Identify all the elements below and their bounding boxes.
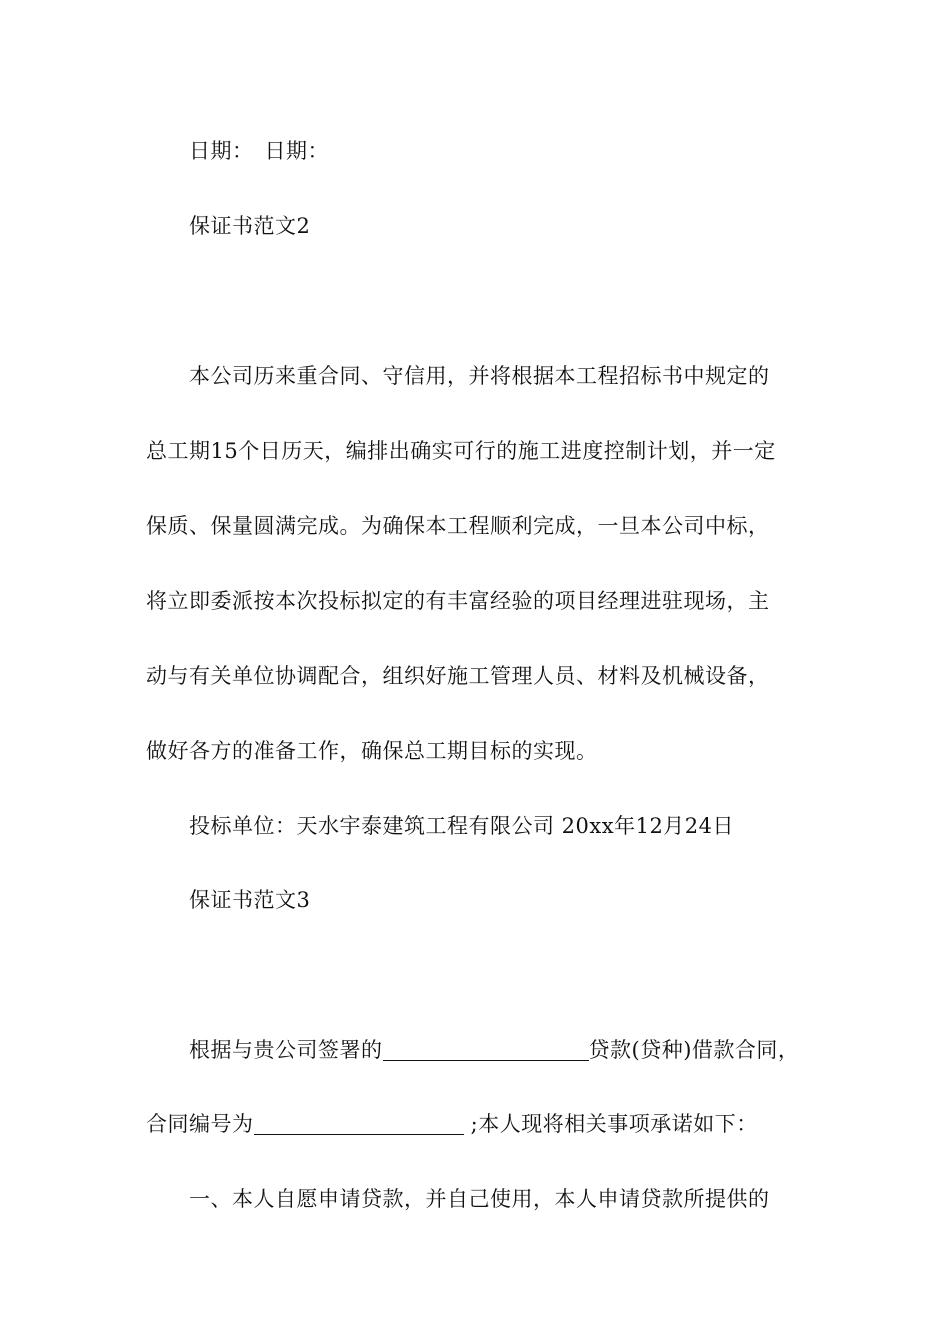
- paragraph-3-line-2-start: 合同编号为: [146, 1112, 254, 1136]
- paragraph-3-line-2: [146, 1110, 758, 1138]
- loan-type-blank: [383, 1040, 589, 1061]
- paragraph-3-line-1-start: 根据与贵公司签署的: [189, 1038, 383, 1062]
- dates-line: 日期： 日期：: [189, 139, 329, 163]
- paragraph-2-line-4: 将立即委派按本次投标拟定的有丰富经验的项目经理进驻现场，主: [146, 589, 770, 613]
- section-heading-2: 保证书范文2: [189, 214, 311, 238]
- paragraph-2-line-3: 保质、保量圆满完成。为确保本工程顺利完成，一旦本公司中标，: [146, 514, 770, 538]
- paragraph-2-line-5: 动与有关单位协调配合，组织好施工管理人员、材料及机械设备，: [146, 664, 770, 688]
- contract-number-blank: [254, 1114, 464, 1135]
- signature-line: 投标单位：天水宇泰建筑工程有限公司 20xx年12月24日: [189, 814, 735, 838]
- paragraph-2-line-1: 本公司历来重合同、守信用，并将根据本工程招标书中规定的: [189, 364, 770, 388]
- paragraph-2-line-6: 做好各方的准备工作，确保总工期目标的实现。: [146, 739, 598, 763]
- paragraph-3-line-3: 一、本人自愿申请贷款，并自己使用，本人申请贷款所提供的: [189, 1187, 770, 1211]
- paragraph-3-line-1: [189, 1036, 799, 1064]
- section-heading-3: 保证书范文3: [189, 888, 311, 912]
- paragraph-3-line-1-end: 贷款(贷种)借款合同，: [588, 1038, 800, 1062]
- paragraph-3-line-2-end: ;本人现将相关事项承诺如下：: [463, 1112, 758, 1136]
- paragraph-2-line-2: 总工期15个日历天，编排出确实可行的施工进度控制计划，并一定: [146, 439, 776, 463]
